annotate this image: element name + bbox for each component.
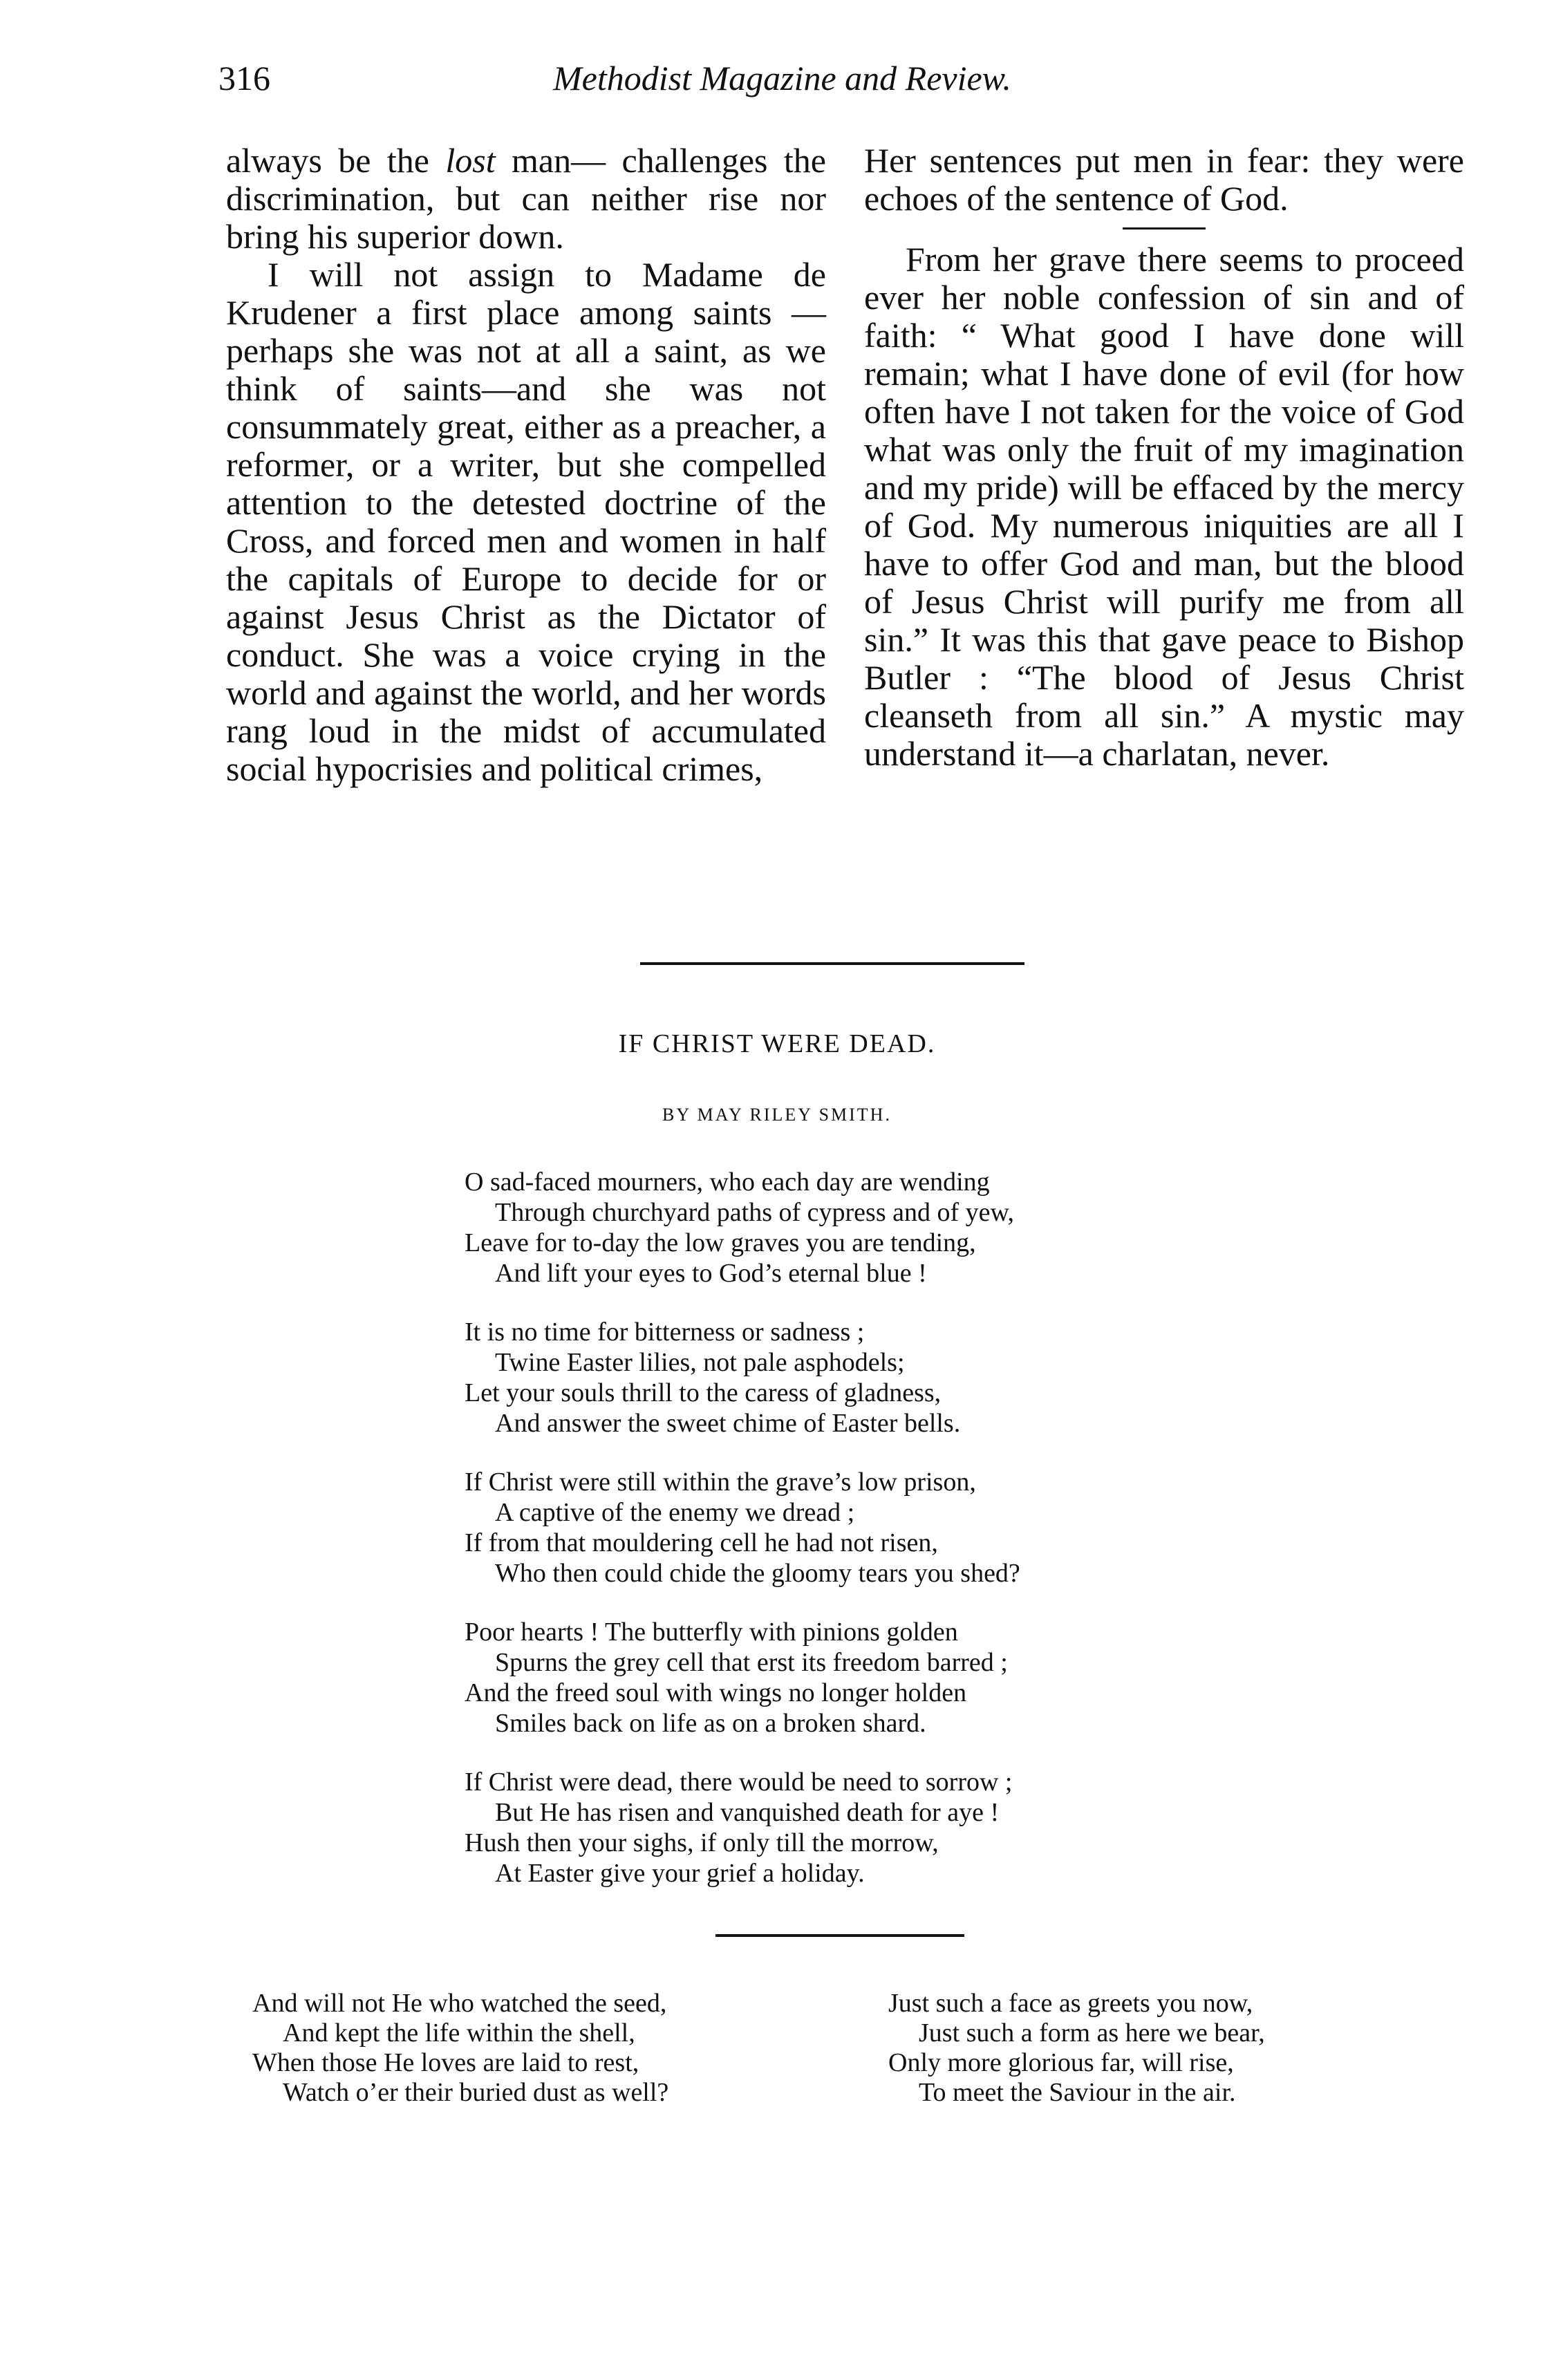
poem-line: Let your souls thrill to the caress of gladness, (465, 1378, 942, 1407)
verse-line: And kept the life within the shell, (283, 2018, 635, 2048)
right-paragraph-2: From her grave there seems to proceed ever her noble confession of sin and of faith: “ What good I have done will remain; what I have done of evil (for how often have I not taken for the voice of God what was only the fruit of my imagination and my pride) will be effaced by the mercy of God. My numerous iniquities are all I have to offer God and man, but the blood of Jesus Christ will purify me from all sin.” It was this that gave peace to Bishop Butler : “The blood of Jesus Christ cleanseth from all sin.” A mystic may understand it—a charlatan, never. (864, 240, 1464, 773)
poem-line: If Christ were dead, there would be need to sorrow ; (465, 1768, 1013, 1797)
poem-line: Who then could chide the gloomy tears you shed? (495, 1559, 1020, 1588)
closing-verse-right (888, 1989, 1265, 2108)
stanza-2 (465, 1317, 1294, 1439)
right-column (864, 142, 1464, 773)
rule-below-poem (715, 1934, 964, 1937)
poem-line: O sad-faced mourners, who each day are wending (465, 1168, 990, 1197)
poem-author: BY MAY RILEY SMITH. (662, 1105, 892, 1125)
stanza-5 (465, 1767, 1294, 1889)
verse-line: When those He loves are laid to rest, (252, 2048, 639, 2077)
verse-line: And will not He who watched the seed, (252, 1989, 667, 2018)
poem-line: And the freed soul with wings no longer holden (465, 1678, 967, 1707)
left-p1-italic: lost (445, 141, 496, 180)
poem-line: And lift your eyes to God’s eternal blue ! (495, 1259, 927, 1288)
stanza-3 (465, 1467, 1294, 1589)
poem-line: Twine Easter lilies, not pale asphodels; (495, 1348, 905, 1377)
section-divider (1123, 227, 1206, 229)
poem-line: If Christ were still within the grave’s low prison, (465, 1468, 976, 1497)
left-p1-text-a: always be the (226, 141, 446, 180)
left-p1-text-b: man— challenges the discrimination, but can neither rise nor bring his superior down. (226, 141, 826, 256)
page-number: 316 (218, 59, 270, 97)
poem-line: At Easter give your grief a holiday. (495, 1859, 865, 1888)
right-paragraph-1: Her sentences put men in fear: they were echoes of the sentence of God. (864, 141, 1464, 218)
left-column (226, 142, 826, 788)
rule-above-poem (640, 962, 1024, 965)
poem-line: It is no time for bitterness or sadness ; (465, 1318, 865, 1347)
poem-line: And answer the sweet chime of Easter bells. (495, 1409, 961, 1438)
verse-line: Only more glorious far, will rise, (888, 2048, 1234, 2077)
verse-line: Just such a form as here we bear, (919, 2018, 1265, 2048)
poem-line: Smiles back on life as on a broken shard. (495, 1709, 926, 1738)
poem-line: A captive of the enemy we dread ; (495, 1498, 855, 1527)
running-title: Methodist Magazine and Review. (553, 59, 1011, 97)
poem-line: If from that mouldering cell he had not risen, (465, 1528, 938, 1557)
poem-body (465, 1167, 1294, 1917)
stanza-1 (465, 1167, 1294, 1289)
left-paragraph-2: I will not assign to Madame de Krudener a first place among saints —perhaps she was not at all a saint, as we think of saints—and she was not consummately great, either as a preacher, a reformer, or a writer, but she compelled attention to the detested doctrine of the Cross, and forced men and women in half the capitals of Europe to decide for or against Jesus Christ as the Dictator of conduct. She was a voice crying in the world and against the world, and her words rang loud in the midst of accumulated social hypocrisies and political crimes, (226, 255, 826, 788)
poem-title: IF CHRIST WERE DEAD. (618, 1029, 936, 1058)
poem-line: Leave for to-day the low graves you are tending, (465, 1228, 976, 1257)
poem-line: Through churchyard paths of cypress and of yew, (495, 1198, 1014, 1227)
stanza-4 (465, 1617, 1294, 1739)
verse-line: To meet the Saviour in the air. (919, 2078, 1236, 2107)
verse-line: Just such a face as greets you now, (888, 1989, 1253, 2018)
left-paragraph-1 (226, 142, 826, 256)
poem-line: Hush then your sighs, if only till the morrow, (465, 1828, 939, 1857)
closing-verse-left (252, 1989, 668, 2108)
poem-line: Spurns the grey cell that erst its freedom barred ; (495, 1648, 1008, 1677)
poem-line: But He has risen and vanquished death for aye ! (495, 1798, 1000, 1827)
verse-line: Watch o’er their buried dust as well? (283, 2078, 669, 2107)
poem-line: Poor hearts ! The butterfly with pinions golden (465, 1618, 958, 1647)
